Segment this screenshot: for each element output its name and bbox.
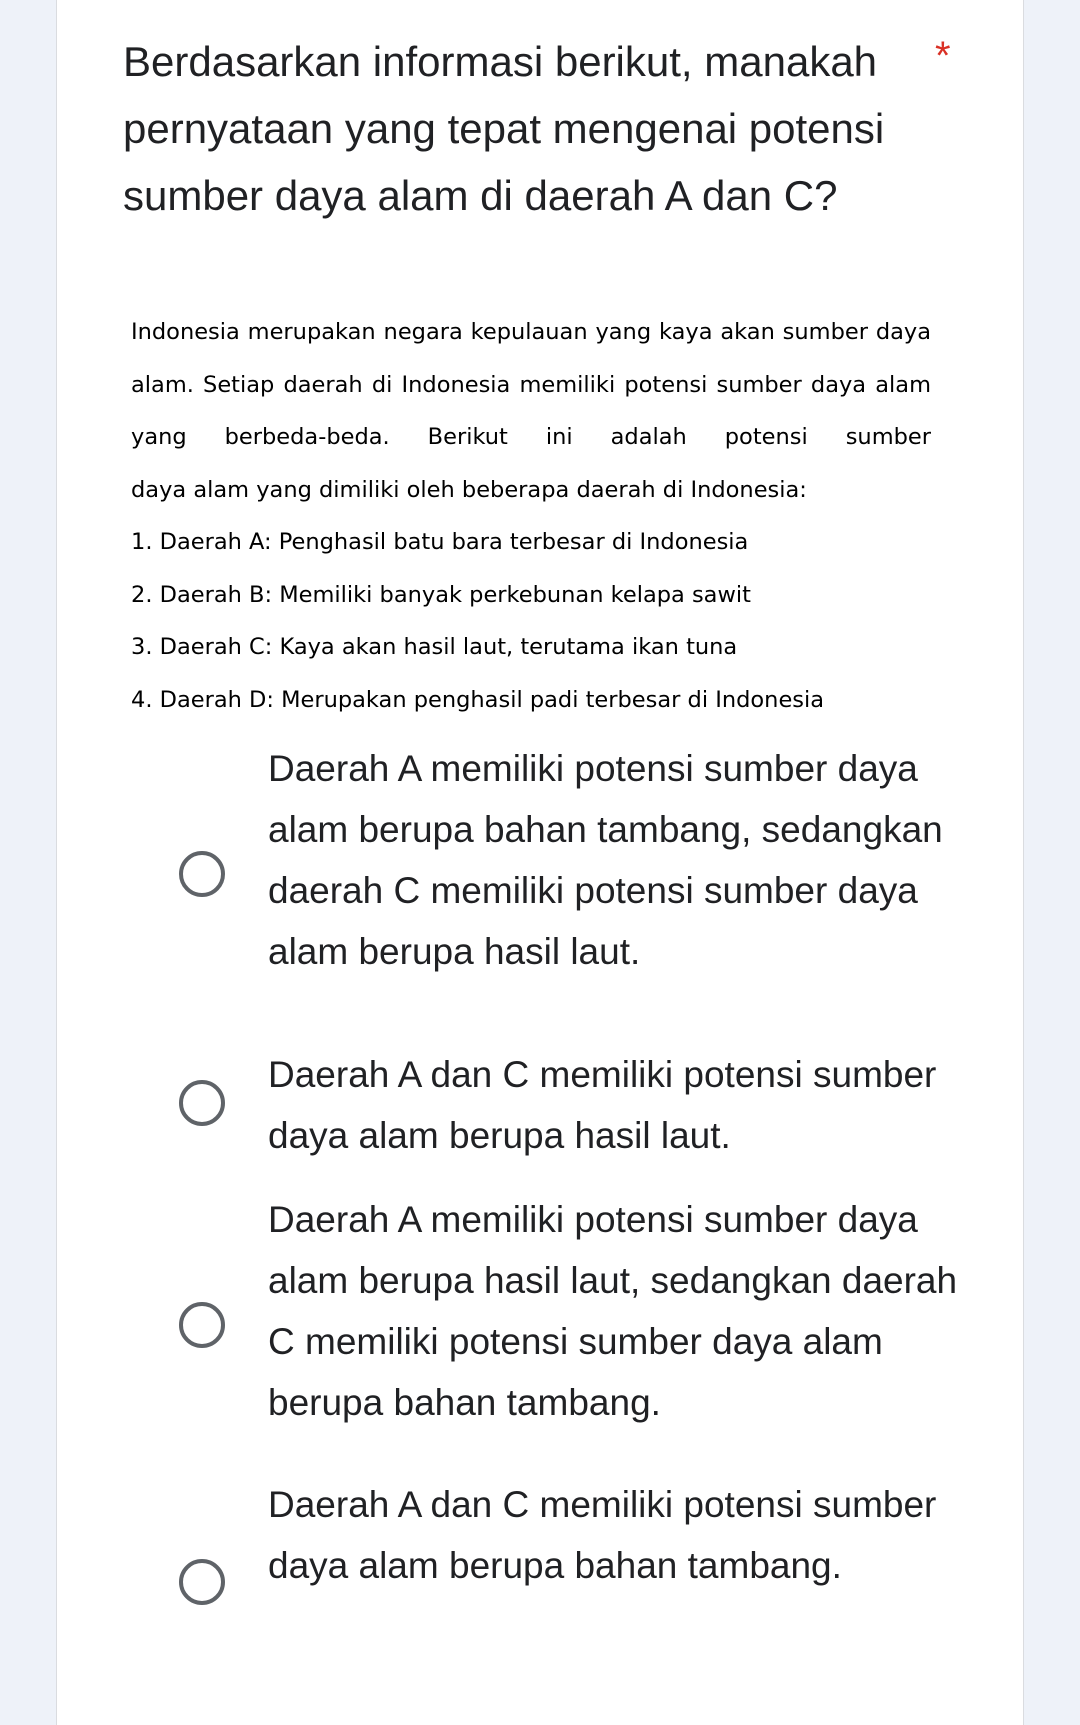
radio-button[interactable] bbox=[179, 1080, 225, 1126]
required-indicator: * bbox=[935, 34, 951, 78]
passage-paragraph-last-line: daya alam yang dimiliki oleh beberapa daerah di Indonesia: bbox=[131, 476, 807, 503]
passage-paragraph bbox=[131, 306, 931, 516]
passage-list-item: 4. Daerah D: Merupakan penghasil padi terbesar di Indonesia bbox=[131, 686, 825, 713]
option-d[interactable] bbox=[123, 1474, 1023, 1674]
radio-button[interactable] bbox=[179, 1559, 225, 1605]
option-b[interactable] bbox=[123, 1044, 1023, 1174]
radio-button[interactable] bbox=[179, 1302, 225, 1348]
option-label[interactable]: Daerah A memiliki potensi sumber daya alam berupa bahan tambang, sedangkan daerah C memiliki potensi sumber daya alam berupa hasil laut. bbox=[268, 748, 943, 972]
radio-button[interactable] bbox=[179, 851, 225, 897]
passage-list-item: 2. Daerah B: Memiliki banyak perkebunan kelapa sawit bbox=[131, 581, 751, 608]
passage-list-item: 3. Daerah C: Kaya akan hasil laut, terutama ikan tuna bbox=[131, 634, 738, 660]
question-title: Berdasarkan informasi berikut, manakah pernyataan yang tepat mengenai potensi sumber daya alam di daerah A dan C? bbox=[123, 38, 885, 219]
option-label[interactable]: Daerah A dan C memiliki potensi sumber daya alam berupa hasil laut. bbox=[268, 1054, 937, 1156]
option-c[interactable] bbox=[123, 1189, 1023, 1449]
option-label[interactable]: Daerah A memiliki potensi sumber daya alam berupa hasil laut, sedangkan daerah C memiliki potensi sumber daya alam berupa bahan tambang. bbox=[268, 1199, 958, 1423]
question-card bbox=[56, 0, 1024, 1725]
option-a[interactable] bbox=[123, 738, 1023, 998]
passage-paragraph-body: Indonesia merupakan negara kepulauan yang kaya akan sumber daya alam. Setiap daerah di Indonesia memiliki potensi sumber daya alam yang berbeda-beda. Berikut ini adalah potensi sumber bbox=[131, 319, 931, 450]
question-image-passage bbox=[131, 306, 931, 726]
passage-list-item: 1. Daerah A: Penghasil batu bara terbesar di Indonesia bbox=[131, 529, 749, 555]
option-label[interactable]: Daerah A dan C memiliki potensi sumber daya alam berupa bahan tambang. bbox=[268, 1484, 937, 1586]
